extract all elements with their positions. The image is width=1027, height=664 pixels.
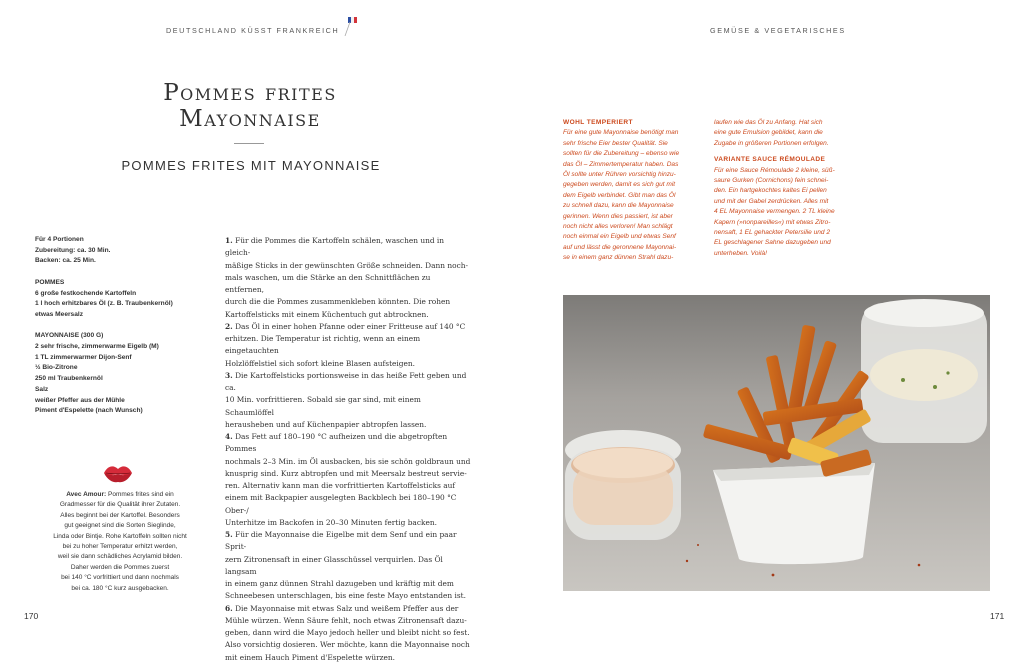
amour-line: Daher werden die Pommes zuerst	[70, 563, 170, 571]
ingredient-item: Salz	[35, 385, 49, 393]
page-number-left: 170	[24, 611, 39, 621]
recipe-subtitle: POMMES FRITES MIT MAYONNAISE	[121, 158, 381, 173]
ingredient-item: 250 ml Traubenkernöl	[35, 375, 103, 383]
page-number-right: 171	[990, 611, 1005, 621]
tip-line: se in einem ganz dünnen Strahl dazu-	[563, 254, 674, 262]
ingredient-item: 2 sehr frische, zimmerwarme Eigelb (M)	[35, 343, 159, 350]
ingredient-item: ½ Bio-Zitrone	[35, 364, 78, 372]
ingredient-item: 6 große festkochende Kartoffeln	[35, 289, 137, 297]
tip-line: laufen wie das Öl zu Anfang. Hat sich	[714, 119, 823, 126]
tip-line: sollten für die Zubereitung – ebenso wie	[563, 150, 680, 158]
tip-line: Für eine Sauce Rémoulade 2 kleine, süß-	[714, 166, 835, 174]
flag-pole-icon	[344, 22, 352, 36]
step-4: 4. Das Fett auf 180–190 °C aufheizen und die abgetropften Pommes nochmals 2–3 Min. im Öl ausbacken, bis sie schön goldbraun und knusprig sind. Kurz abtropfen und mit Meersalz bestreut servie- ren. Alternativ kann man die vorfrittierten Kartoffelsticks auf einem mit Backpapier ausgelegten Backblech bei 180–190 °C Ober-/ Unterhitze im Backofen in 20–30 Minuten fertig backen.	[225, 432, 471, 527]
ingredients-heading: POMMES	[35, 278, 65, 286]
recipe-title	[120, 80, 380, 132]
step-3: 3. Die Kartoffelsticks portionsweise in das heiße Fett geben und ca. 10 Min. vorfrittieren. Sobald sie gar sind, mit einem Schaumlöffel herausheben und auf Küchenpapier abtropfen lassen.	[225, 370, 467, 429]
amour-line: bei 140 °C vorfrittiert und dann nochmals	[61, 574, 179, 582]
ingredient-item: weißer Pfeffer aus der Mühle	[35, 396, 125, 404]
tip-heading: VARIANTE SAUCE RÉMOULADE	[714, 156, 826, 164]
tip-line: saure Gurken (Cornichons) fein schnei-	[714, 177, 829, 185]
tip-line: auf und lässt die geronnene Mayonnai-	[563, 243, 677, 251]
tip-line: gegeben werden, damit es sich gut mit	[563, 181, 676, 189]
tip-line: noch einmal ein Eigelb und etwas Senf	[563, 233, 676, 241]
tip-line: 4 EL Mayonnaise vermengen. 2 TL kleine	[714, 208, 835, 216]
tip-line: den. Ein hartgekochtes kaltes Ei pellen	[714, 187, 827, 195]
ingredients-heading: MAYONNAISE (300 G)	[35, 332, 104, 340]
amour-line: Pommes frites sind ein	[106, 491, 174, 498]
ingredient-item: Piment d'Espelette (nach Wunsch)	[35, 407, 143, 415]
running-head-right: GEMÜSE & VEGETARISCHES	[710, 26, 846, 35]
tip-column-2	[714, 118, 864, 259]
step-6: 6. Die Mayonnaise mit etwas Salz und weißem Pfeffer aus der Mühle würzen. Wenn Säure fehlt, noch etwas Zitronensaft dazu- geben, dann wird die Mayo jedoch heller und bleibt nicht so fest. Also vorsichtig dosieren. Wer möchte, kann die Mayonnaise noch mit einem Hauch Piment d'Espelette würzen.	[225, 603, 470, 662]
info-line: Für 4 Portionen	[35, 236, 84, 243]
ingredient-item: 1 TL zimmerwarmer Dijon-Senf	[35, 353, 132, 361]
amour-line: bei zu hoher Temperatur erhitzt werden,	[62, 543, 178, 551]
instructions	[225, 235, 471, 664]
avec-amour-note	[36, 490, 204, 594]
tip-line: unterheben. Voilà!	[714, 249, 767, 257]
tip-heading: WOHL TEMPERIERT	[563, 119, 633, 126]
tip-line: nensaft, 1 EL gehackter Petersilie und 2	[714, 229, 830, 237]
running-head-left: DEUTSCHLAND KÜSST FRANKREICH	[166, 26, 340, 35]
ingredient-item: 1 l hoch erhitzbares Öl (z. B. Traubenkernöl)	[35, 300, 173, 308]
title-line-2: Mayonnaise	[179, 106, 321, 132]
title-divider	[234, 143, 264, 144]
tip-line: Für eine gute Mayonnaise benötigt man	[563, 129, 679, 137]
amour-line: weil sie dann schädliches Acrylamid bilden.	[57, 553, 183, 561]
amour-line: Linda oder Bintje. Rohe Kartoffeln sollten nicht	[53, 532, 187, 540]
fries-photo	[563, 295, 990, 591]
step-2: 2. Das Öl in einer hohen Pfanne oder einer Fritteuse auf 140 °C erhitzen. Die Temperatur ist richtig, wenn an einem eingetauchten Holzlöffelstiel sich sofort kleine Blasen aufsteigen.	[225, 321, 466, 368]
tip-line: noch nicht alles verloren! Man schlägt	[563, 223, 673, 231]
info-line: Zubereitung: ca. 30 Min.	[35, 246, 111, 254]
ingredients-panel	[35, 235, 215, 417]
info-line: Backen: ca. 25 Min.	[35, 257, 96, 265]
tip-line: das Öl – Zimmertemperatur haben. Das	[563, 160, 679, 168]
tip-line: und mit der Gabel zerdrücken. Alles mit	[714, 197, 829, 205]
ingredient-item: etwas Meersalz	[35, 310, 84, 318]
tip-line: Zugabe in größeren Portionen erfolgen.	[714, 139, 829, 147]
step-5: 5. Für die Mayonnaise die Eigelbe mit dem Senf und ein paar Sprit- zern Zitronensaft in einer Glasschüssel verquirlen. Das Öl langsam in einem ganz dünnen Strahl dazugeben und kräftig mit dem Schneebesen unterschlagen, bis eine feste Mayo entstanden ist.	[225, 530, 466, 601]
lips-icon	[103, 463, 133, 483]
amour-line: bei ca. 180 °C kurz ausgebacken.	[71, 584, 169, 592]
title-line-1: Pommes frites	[163, 80, 337, 106]
amour-line: Alles beginnt bei der Kartoffel. Besonders	[60, 511, 180, 519]
tip-line: dem Eigelb verbindet. Gibt man das Öl	[563, 191, 676, 199]
amour-line: gut geeignet sind die Sorten Sieglinde,	[64, 522, 176, 530]
tip-column-1	[563, 118, 707, 264]
tip-line: zu schnell dazu, kann die Mayonnaise	[563, 202, 674, 210]
tip-line: Kapern (»nonpareilles«) mit etwas Zitro-	[714, 218, 831, 226]
tip-line: eine gute Emulsion gebildet, kann die	[714, 129, 823, 137]
amour-label: Avec Amour:	[66, 491, 107, 498]
tip-line: gerinnen. Wenn dies passiert, ist aber	[563, 212, 673, 220]
step-1: 1. Für die Pommes die Kartoffeln schälen, waschen und in gleich- mäßige Sticks in der gewünschten Größe schneiden. Dann noch- mals waschen, um die Stärke an den Schnittflächen zu entfernen, durch die die Pommes zusammenkleben könnten. Die rohen Kartoffelsticks mit einem Küchentuch gut abtrocknen.	[225, 236, 468, 319]
amour-line: Gradmesser für die Qualität ihrer Zutaten.	[59, 501, 181, 509]
tip-line: EL geschlagener Sahne dazugeben und	[714, 239, 831, 247]
tip-line: sehr frische Eier bester Qualität. Sie	[563, 139, 668, 147]
tip-line: Öl sollte unter Rühren vorsichtig hinzu-	[563, 171, 676, 179]
